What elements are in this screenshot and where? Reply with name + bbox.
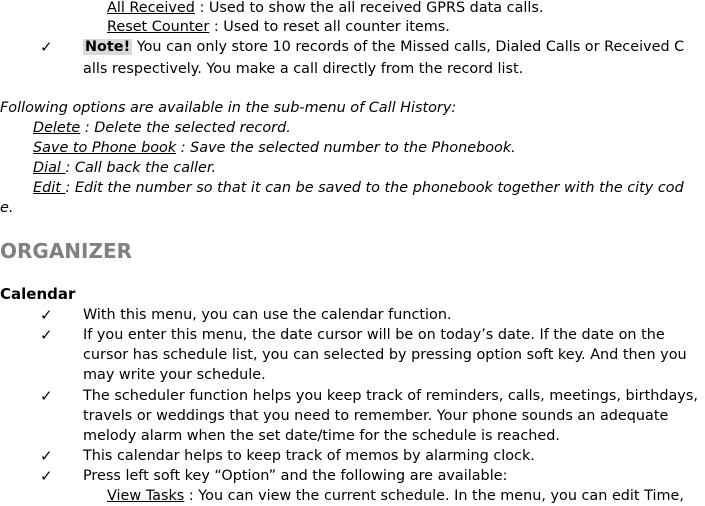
check-icon: ✓ <box>40 447 53 465</box>
item-text: : Used to reset all counter items. <box>209 19 450 35</box>
list-item <box>33 158 216 178</box>
bullet-line: If you enter this menu, the date cursor will be on today’s date. If the date on the <box>83 327 665 343</box>
check-icon: ✓ <box>40 387 53 405</box>
bullet-line: melody alarm when the set date/time for the schedule is reached. <box>83 428 560 444</box>
item-text: : Delete the selected record. <box>80 120 291 136</box>
note-line-2: alls respectively. You make a call directly from the record list. <box>83 61 524 77</box>
bullet-line: Press left soft key “Option” and the following are available: <box>83 468 508 484</box>
item-text: : Edit the number so that it can be saved to the phonebook together with the city cod <box>65 180 684 196</box>
check-icon: ✓ <box>40 326 53 344</box>
view-tasks-link: View Tasks <box>107 488 185 504</box>
note-text: You can only store 10 records of the Missed calls, Dialed Calls or Received C <box>132 39 685 55</box>
dial-link: Dial <box>33 160 66 176</box>
check-icon: ✓ <box>40 467 53 485</box>
list-item <box>107 17 450 37</box>
item-text: : Call back the caller. <box>65 160 217 176</box>
wrap-text: e. <box>0 200 14 216</box>
bullet-line: This calendar helps to keep track of memos by alarming clock. <box>83 448 535 464</box>
bullet-line: With this menu, you can use the calendar function. <box>83 307 452 323</box>
list-item <box>107 0 543 18</box>
item-text: : Used to show the all received GPRS data calls. <box>194 0 544 16</box>
reset-counter-link: Reset Counter <box>107 19 210 35</box>
save-to-phonebook-link: Save to Phone book <box>33 140 177 156</box>
list-item <box>33 118 291 138</box>
list-item <box>33 178 684 198</box>
list-item <box>107 486 684 506</box>
bullet-line: The scheduler function helps you keep track of reminders, calls, meetings, birthdays, <box>83 388 698 404</box>
item-text: : You can view the current schedule. In the menu, you can edit Time, <box>184 488 684 504</box>
check-icon: ✓ <box>40 38 53 56</box>
calendar-title: Calendar <box>0 285 76 303</box>
section-title: ORGANIZER <box>0 239 133 263</box>
check-icon: ✓ <box>40 306 53 324</box>
list-item <box>33 138 516 158</box>
bullet-line: travels or weddings that you need to remember. Your phone sounds an adequate <box>83 408 669 424</box>
note-line-1 <box>83 37 684 57</box>
note-label: Note! <box>85 39 131 55</box>
delete-link: Delete <box>33 120 81 136</box>
bullet-line: cursor has schedule list, you can selected by pressing option soft key. And then you <box>83 347 687 363</box>
call-history-intro: Following options are available in the sub-menu of Call History: <box>0 100 457 116</box>
item-text: : Save the selected number to the Phonebook. <box>176 140 516 156</box>
edit-link: Edit <box>33 180 66 196</box>
all-received-link: All Received <box>107 0 195 16</box>
bullet-line: may write your schedule. <box>83 367 266 383</box>
